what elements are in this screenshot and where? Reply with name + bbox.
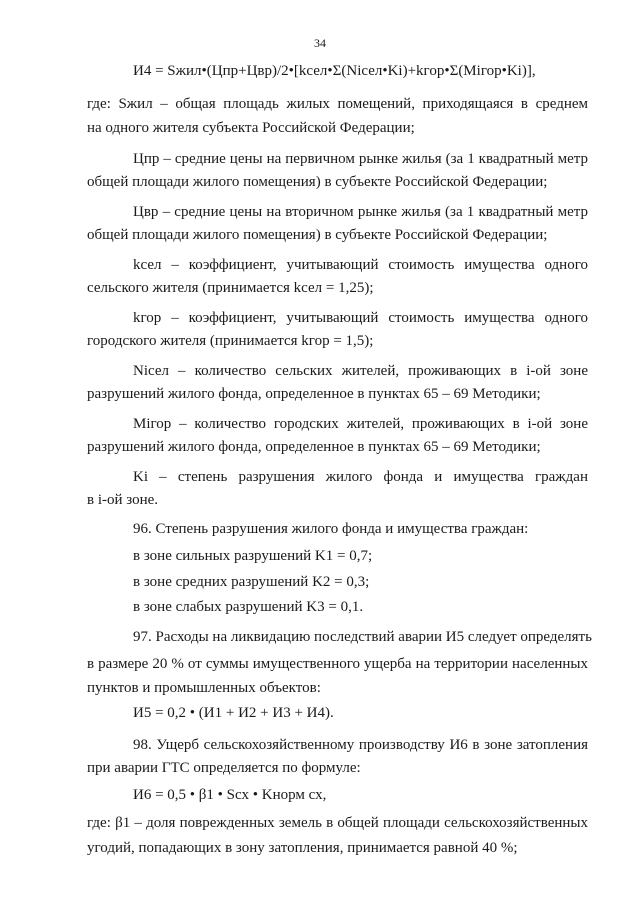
text-line: разрушений жилого фонда, определенное в пунктах 65 – 69 Методики; [87,439,541,455]
text-line: городского жителя (принимается kгор = 1,5); [87,333,374,349]
text-line: разрушений жилого фонда, определенное в пунктах 65 – 69 Методики; [87,386,541,402]
text-line: 96. Степень разрушения жилого фонда и имущества граждан: [133,521,529,537]
text-line: kсел – коэффициент, учитывающий стоимость имущества одного [133,257,588,273]
text-line: где: β1 – доля поврежденных земель в общей площади сельскохозяйственных [87,815,588,831]
text-line: общей площади жилого помещения) в субъекте Российской Федерации; [87,174,548,190]
text-line: в зоне слабых разрушений K3 = 0,1. [133,599,364,615]
page-number: 34 [314,36,326,50]
text-line: при аварии ГТС определяется по формуле: [87,760,361,776]
text-line: в i-ой зоне. [87,492,159,508]
text-line: Цвр – средние цены на вторичном рынке жилья (за 1 квадратный метр [133,204,588,220]
formula-i4: И4 = Sжил•(Цпр+Цвр)/2•[kсел•Σ(Niсел•Ki)+kгор•Σ(Miгор•Ki)], [133,63,536,79]
text-line: в зоне сильных разрушений K1 = 0,7; [133,548,373,564]
text-line: пунктов и промышленных объектов: [87,680,321,696]
text-line: Цпр – средние цены на первичном рынке жилья (за 1 квадратный метр [133,151,588,167]
text-line: общей площади жилого помещения) в субъекте Российской Федерации; [87,227,548,243]
text-line: 98. Ущерб сельскохозяйственному производству И6 в зоне затопления [133,737,588,753]
text-line: в зоне средних разрушений K2 = 0,3; [133,574,370,590]
formula-i5: И5 = 0,2 • (И1 + И2 + И3 + И4). [133,705,334,721]
text-line: 97. Расходы на ликвидацию последствий аварии И5 следует определять [133,629,592,645]
text-line: сельского жителя (принимается kсел = 1,25); [87,280,374,296]
text-line: Miгор – количество городских жителей, проживающих в i-ой зоне [133,416,588,432]
text-line: kгор – коэффициент, учитывающий стоимость имущества одного [133,310,588,326]
text-line: в размере 20 % от суммы имущественного ущерба на территории населенных [87,656,588,672]
text-line: угодий, попадающих в зону затопления, принимается равной 40 %; [87,840,518,856]
text-line: Niсел – количество сельских жителей, проживающих в i-ой зоне [133,363,588,379]
formula-i6: И6 = 0,5 • β1 • Sсх • Kнорм сх, [133,787,327,803]
text-line: где: Sжил – общая площадь жилых помещений, приходящаяся в среднем [87,96,588,112]
text-line: Ki – степень разрушения жилого фонда и имущества граждан [133,469,588,485]
text-line: на одного жителя субъекта Российской Федерации; [87,120,415,136]
